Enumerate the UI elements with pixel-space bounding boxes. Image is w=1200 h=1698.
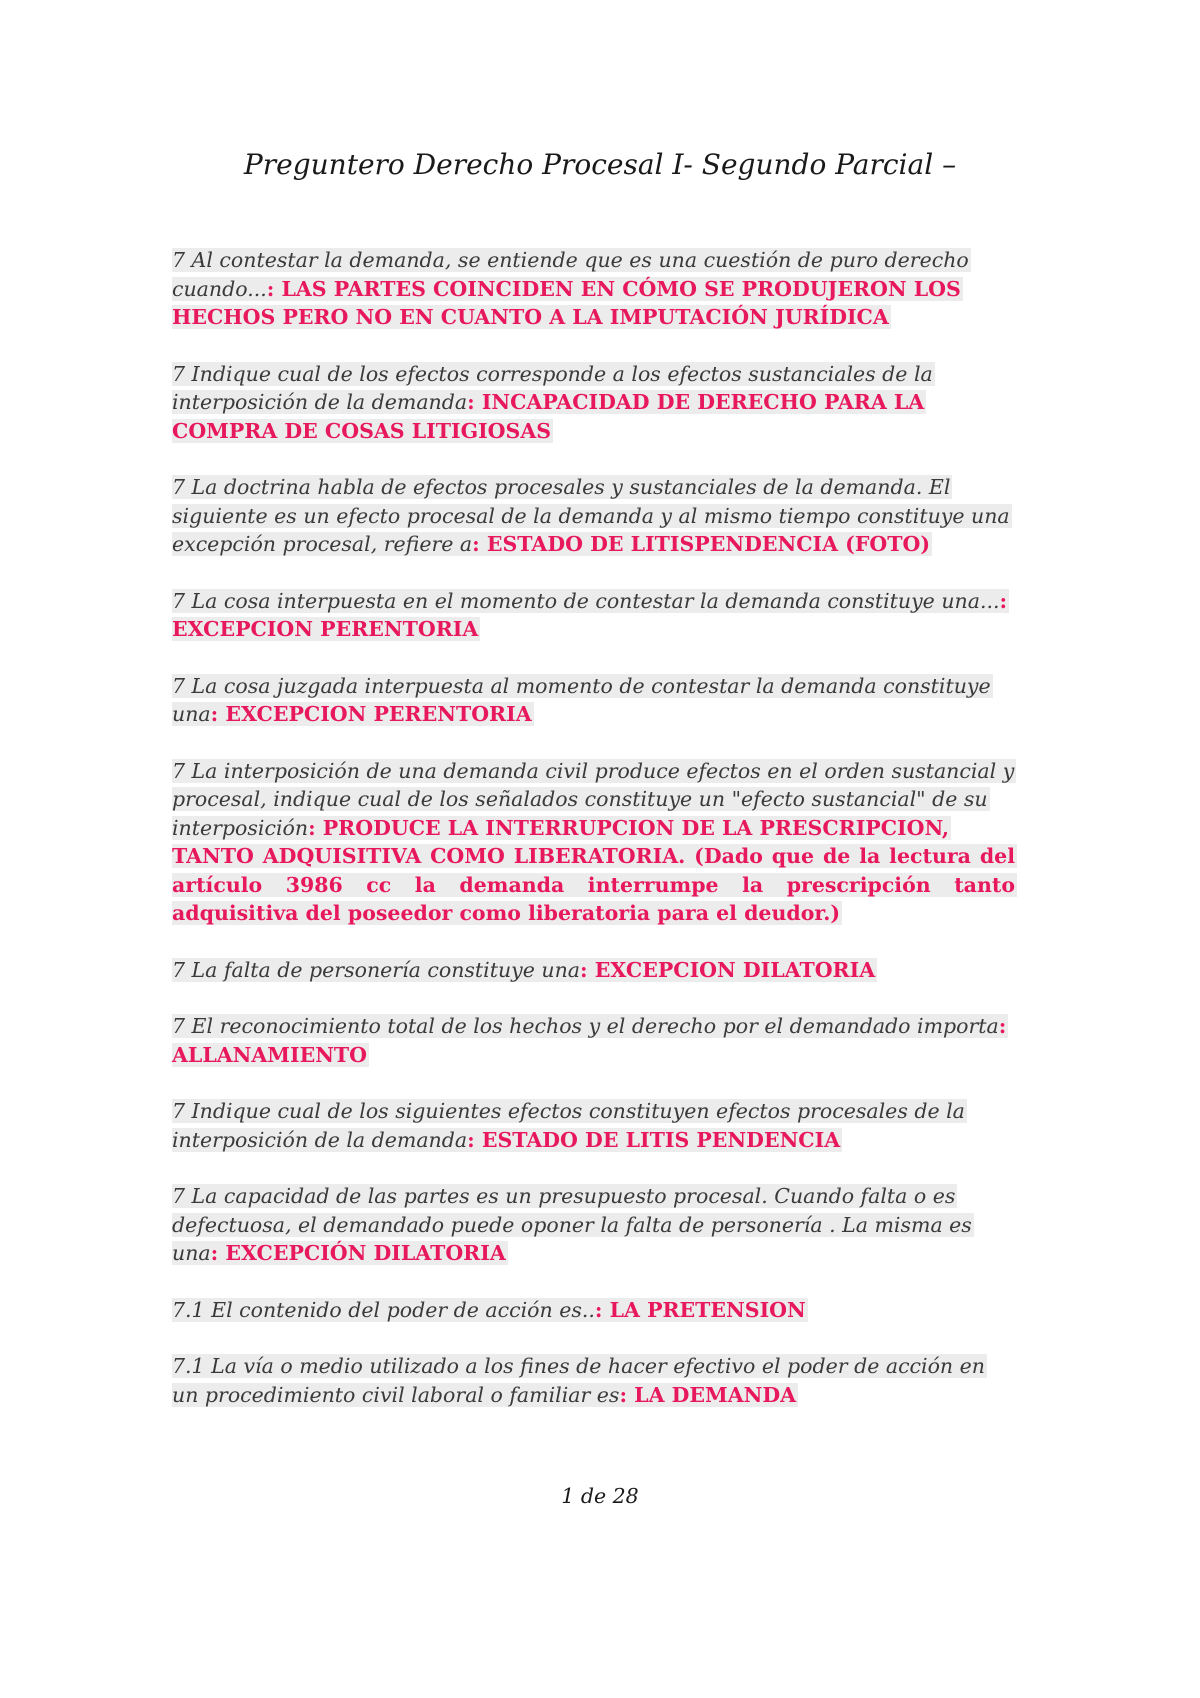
question-text: 7.1 El contenido del poder de acción es.. — [172, 1297, 595, 1322]
qa-item-1 — [172, 246, 1017, 332]
answer-extra-text: TANTO ADQUISITIVA COMO LIBERATORIA. (Dado que de la lectura del artículo 3986 cc la demanda interrumpe la prescripción tanto adquisitiva del poseedor como liberatoria para el deudor.) — [172, 844, 1015, 925]
answer-text: : EXCEPCION PERENTORIA — [172, 588, 1008, 641]
answer-text: : ALLANAMIENTO — [172, 1014, 1007, 1067]
question-text: 7 Indique cual de los siguientes efectos constituyen efectos procesales de la interposición de la demanda — [172, 1099, 965, 1152]
question-text: 7 La cosa juzgada interpuesta al momento de contestar la demanda constituye una — [172, 673, 991, 726]
qa-item-7 — [172, 956, 1017, 985]
question-text: 7 La cosa interpuesta en el momento de contestar la demanda constituye una... — [172, 588, 1000, 613]
qa-item-8 — [172, 1012, 1017, 1069]
qa-item-4 — [172, 587, 1017, 644]
question-list — [172, 246, 1017, 1437]
question-text: 7 La falta de personería constituye una — [172, 957, 581, 982]
answer-text: : LAS PARTES COINCIDEN EN CÓMO SE PRODUJERON LOS HECHOS PERO NO EN CUANTO A LA IMPUTACIÓN JURÍDICA — [172, 276, 961, 329]
answer-text: : ESTADO DE LITISPENDENCIA (FOTO) — [472, 532, 931, 556]
answer-text: : LA PRETENSION — [594, 1297, 806, 1322]
qa-item-12 — [172, 1352, 1017, 1409]
answer-text: : LA DEMANDA — [619, 1382, 797, 1407]
qa-item-11 — [172, 1296, 1017, 1325]
qa-item-6 — [172, 757, 1017, 928]
qa-item-3 — [172, 473, 1017, 559]
question-text: 7 La capacidad de las partes es un presupuesto procesal. Cuando falta o es defectuosa, el demandado puede oponer la falta de personería . La misma es una — [172, 1184, 972, 1265]
answer-text: : PRODUCE LA INTERRUPCION DE LA PRESCRIPCION, — [308, 815, 950, 840]
answer-text: : ESTADO DE LITIS PENDENCIA — [467, 1127, 841, 1152]
answer-text: : EXCEPCION DILATORIA — [580, 957, 876, 982]
question-text: 7 La doctrina habla de efectos procesales y sustanciales de la demanda. El siguiente es un efecto procesal de la demanda y al mismo tiempo constituye una excepción procesal, refiere a — [172, 475, 1010, 556]
question-text: 7 La interposición de una demanda civil produce efectos en el orden sustancial y procesal, indique cual de los señalados constituye un "efecto sustancial" de su interposición — [172, 758, 1015, 840]
qa-item-9 — [172, 1097, 1017, 1154]
qa-item-2 — [172, 360, 1017, 446]
question-text: 7 El reconocimiento total de los hechos y el derecho por el demandado importa — [172, 1014, 999, 1038]
qa-item-5 — [172, 672, 1017, 729]
question-text: 7.1 La vía o medio utilizado a los fines de hacer efectivo el poder de acción en un procedimiento civil laboral o familiar es — [172, 1354, 985, 1407]
question-text: 7 Al contestar la demanda, se entiende que es una cuestión de puro derecho cuando... — [172, 248, 969, 301]
page-number: 1 de 28 — [561, 1484, 639, 1508]
answer-text: : EXCEPCION PERENTORIA — [210, 702, 532, 726]
document-title: Preguntero Derecho Procesal I- Segundo Parcial – — [243, 148, 957, 181]
qa-item-10 — [172, 1182, 1017, 1268]
question-text: 7 Indique cual de los efectos corresponde a los efectos sustanciales de la interposición de la demanda — [172, 361, 933, 414]
answer-text: : EXCEPCIÓN DILATORIA — [210, 1241, 506, 1265]
answer-text: : INCAPACIDAD DE DERECHO PARA LA COMPRA DE COSAS LITIGIOSAS — [172, 390, 925, 443]
